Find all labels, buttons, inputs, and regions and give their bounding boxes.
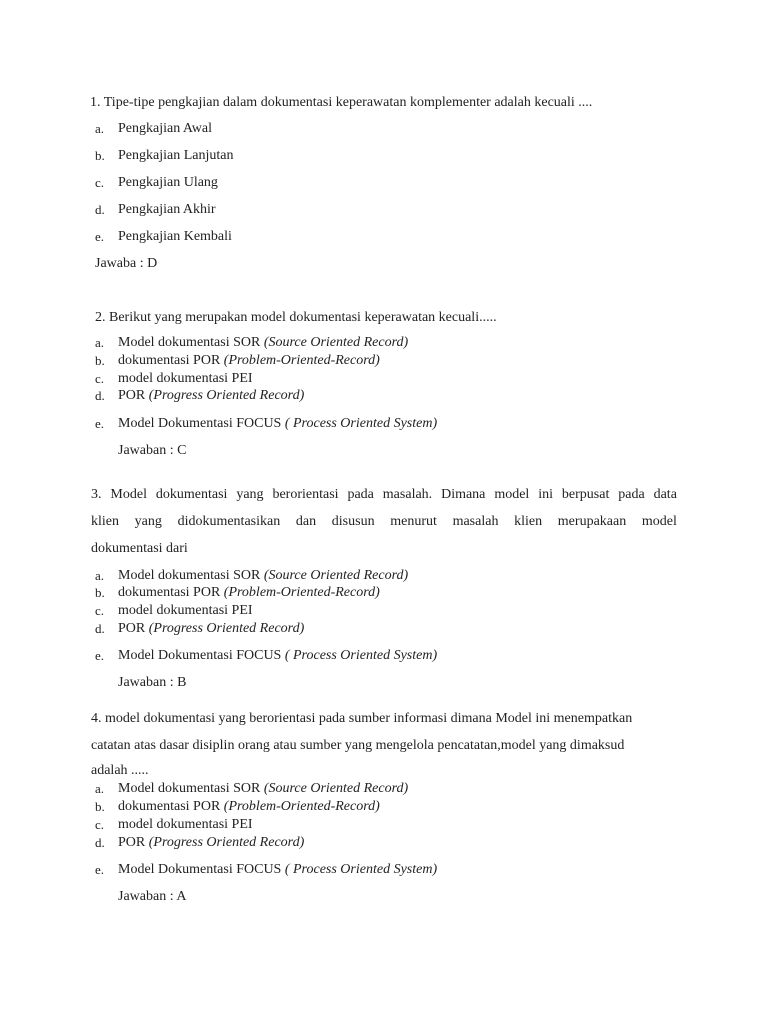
word: menurut <box>390 514 437 529</box>
option-italic: ( Process Oriented System) <box>284 862 438 877</box>
option-letter: e. <box>95 862 105 877</box>
option-text: model dokumentasi PEI <box>118 603 253 618</box>
word: dokumentasi <box>155 487 228 502</box>
word: yang <box>236 487 264 502</box>
option-italic: ( Process Oriented System) <box>284 416 438 431</box>
word: model <box>494 487 530 502</box>
option-text: Model dokumentasi SOR <box>118 781 264 796</box>
option-text: model dokumentasi PEI <box>118 371 253 386</box>
option-text: Pengkajian Akhir <box>118 202 216 217</box>
option-italic: (Progress Oriented Record) <box>148 835 305 850</box>
option-italic: (Source Oriented Record) <box>263 568 409 583</box>
option-letter: a. <box>95 335 105 350</box>
option-letter: c. <box>95 817 105 832</box>
option-italic: ( Process Oriented System) <box>284 648 438 663</box>
word: didokumentasikan <box>177 514 281 529</box>
option-letter: c. <box>95 175 105 190</box>
option-letter: b. <box>95 799 105 814</box>
word: pada <box>618 487 645 502</box>
option-italic: (Source Oriented Record) <box>263 781 409 796</box>
option-letter: b. <box>95 353 105 368</box>
q4-answer: Jawaban : A <box>118 889 187 904</box>
option-letter: d. <box>95 202 105 217</box>
option-text: dokumentasi POR <box>118 353 224 368</box>
option-text: model dokumentasi PEI <box>118 817 253 832</box>
word: berpusat <box>561 487 610 502</box>
option-italic: (Progress Oriented Record) <box>148 388 305 403</box>
q1-answer: Jawaba : D <box>95 256 158 271</box>
option-italic: (Problem-Oriented-Record) <box>223 353 380 368</box>
option-italic: (Progress Oriented Record) <box>148 621 305 636</box>
option-letter: a. <box>95 568 105 583</box>
option-italic: (Problem-Oriented-Record) <box>223 799 380 814</box>
word: Model <box>110 487 147 502</box>
word: dan <box>295 514 317 529</box>
option-text: Model dokumentasi SOR <box>118 335 264 350</box>
question-3-line-3: dokumentasi dari <box>91 541 188 556</box>
word: masalah <box>452 514 499 529</box>
option-italic: (Problem-Oriented-Record) <box>223 585 380 600</box>
option-letter: c. <box>95 603 105 618</box>
option-text: POR <box>118 388 149 403</box>
question-1: 1. Tipe-tipe pengkajian dalam dokumentasi keperawatan komplementer adalah kecuali .... <box>90 95 593 110</box>
word: yang <box>134 514 162 529</box>
option-text: Model Dokumentasi FOCUS <box>118 862 285 877</box>
word: data <box>653 487 677 502</box>
option-text: dokumentasi POR <box>118 799 224 814</box>
option-text: Pengkajian Lanjutan <box>118 148 234 163</box>
question-4-line-2: catatan atas dasar disiplin orang atau sumber yang mengelola pencatatan,model yang dimaksud <box>91 738 625 753</box>
q2-answer: Jawaban : C <box>118 443 187 458</box>
option-letter: d. <box>95 835 105 850</box>
q3-answer: Jawaban : B <box>118 675 187 690</box>
option-letter: b. <box>95 585 105 600</box>
question-3-line-2 <box>91 513 677 531</box>
option-letter: d. <box>95 621 105 636</box>
question-2: 2. Berikut yang merupakan model dokumentasi keperawatan kecuali..... <box>95 310 497 325</box>
option-text: dokumentasi POR <box>118 585 224 600</box>
word: 3. <box>91 487 102 502</box>
word: klien <box>514 514 543 529</box>
option-letter: a. <box>95 781 105 796</box>
option-text: Model Dokumentasi FOCUS <box>118 648 285 663</box>
word: disusun <box>331 514 375 529</box>
option-letter: b. <box>95 148 105 163</box>
option-letter: c. <box>95 371 105 386</box>
word: masalah. <box>382 487 433 502</box>
option-letter: e. <box>95 229 105 244</box>
question-4-line-1: 4. model dokumentasi yang berorientasi pada sumber informasi dimana Model ini menempatkan <box>91 711 633 726</box>
word: klien <box>91 514 119 529</box>
question-3-line-1 <box>91 486 677 504</box>
option-text: Pengkajian Ulang <box>118 175 218 190</box>
option-text: Model Dokumentasi FOCUS <box>118 416 285 431</box>
word: merupakaan <box>557 514 627 529</box>
word: pada <box>347 487 374 502</box>
option-letter: e. <box>95 416 105 431</box>
option-letter: e. <box>95 648 105 663</box>
word: berorientasi <box>272 487 339 502</box>
word: Dimana <box>441 487 486 502</box>
option-letter: a. <box>95 121 105 136</box>
option-text: POR <box>118 621 149 636</box>
option-text: Model dokumentasi SOR <box>118 568 264 583</box>
word: model <box>641 514 677 529</box>
option-italic: (Source Oriented Record) <box>263 335 409 350</box>
option-text: POR <box>118 835 149 850</box>
option-text: Pengkajian Kembali <box>118 229 232 244</box>
option-text: Pengkajian Awal <box>118 121 212 136</box>
question-4-line-3: adalah ..... <box>91 763 149 778</box>
option-letter: d. <box>95 388 105 403</box>
word: ini <box>538 487 553 502</box>
